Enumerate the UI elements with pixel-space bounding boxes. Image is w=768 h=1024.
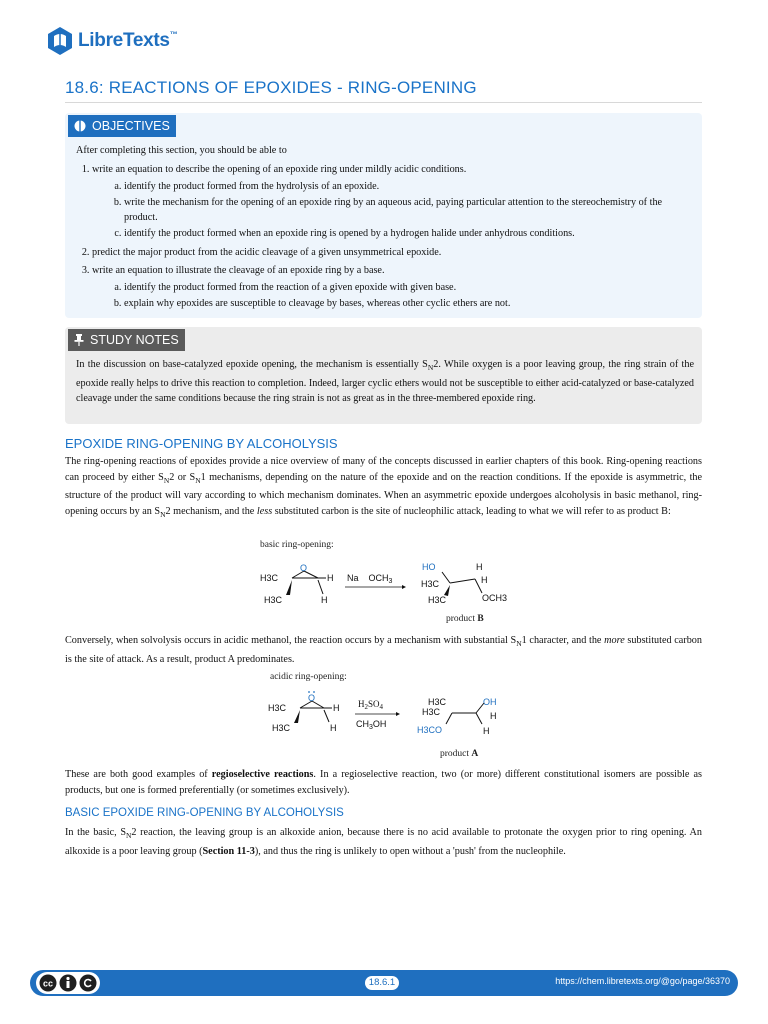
reagent-label: Na $OCH_3$ (347, 573, 393, 585)
bond-line (318, 580, 323, 594)
paragraph-intro: The ring-opening reactions of epoxides provide a nice overview of many of the concepts discussed in earlier chapters of this book. Ring-opening reactions can proceed by either $S_N2$ or $S_N1$ mechanisms, depending on the nature of the epoxide and on the reaction conditions. If the epoxide is asymmetric, the structure of the product will vary according to which mechanism dominates. When an asymmetric epoxide undergoes alcoholysis in basic methanol, ring-opening occurs by an $S_N2$ mechanism, and the less substituted carbon is the site of nucleophilic attack, leading to what we will refer to as product B: (65, 456, 703, 519)
study-notes-tab (68, 329, 185, 351)
section-heading-basic: BASIC EPOXIDE RING-OPENING BY ALCOHOLYSIS (65, 807, 344, 819)
objective-item: 2. predict the major product from the acidic cleavage of a given unsymmetrical epoxide. (92, 245, 694, 261)
chem-label: O (300, 563, 308, 573)
chem-label: H3C (260, 573, 279, 583)
bond-line (324, 710, 329, 722)
objectives-intro: After completing this section, you should be able to (76, 145, 287, 156)
chem-label: H3C (422, 707, 441, 717)
chem-label: H (481, 575, 488, 585)
objective-sublist (92, 280, 694, 311)
wedge-bond (444, 585, 450, 596)
chem-label: H (483, 726, 490, 736)
arrow-head (396, 712, 400, 716)
product-a-label: product A (440, 749, 479, 759)
section-heading-alcoholysis: EPOXIDE RING-OPENING BY ALCOHOLYSIS (65, 436, 338, 451)
objectives-box (65, 113, 702, 318)
paragraph-regioselective: These are both good examples of regioselective reactions. In a regioselective reaction, two (or more) different constitutional isomers are possible as products, but one is formed preferentially (or sometimes exclusively). (65, 769, 702, 796)
objective-subitem: b. explain why epoxides are susceptible to cleavage by bases, whereas other cyclic ethers are not. (124, 296, 694, 312)
libretexts-logo-text: LibreTexts™ (78, 30, 178, 51)
chem-label: H3C (272, 723, 291, 733)
chem-label: H3CO (417, 725, 443, 735)
chem-label: H (333, 703, 340, 713)
objective-subitem: c. identify the product formed when an epoxide ring is opened by a hydrogen halide under anhydrous conditions. (124, 226, 694, 242)
chem-label: H (476, 562, 483, 572)
study-notes-tab-label: STUDY NOTES (90, 333, 179, 347)
page-footer (30, 970, 738, 996)
objective-item: 1. write an equation to describe the opening of an epoxide ring under mildly acidic conditions. a. identify the product formed from the hydrolysis of an epoxide. b. write the mechanism for the opening of an epoxide ring by an aqueous acid, paying particular attention to the stereochemistry of the product. c. identify the product formed when an epoxide ring is opened by a hydrogen halide under anhydrous conditions. (92, 162, 694, 242)
basic-ring-opening-scheme (250, 535, 530, 627)
product-b-label: product B (446, 614, 484, 624)
wedge-bond (294, 710, 300, 723)
bond-line (442, 572, 450, 583)
chem-label: H3C (264, 595, 283, 605)
objectives-tab (68, 115, 176, 137)
page-title: 18.6: REACTIONS OF EPOXIDES - RING-OPENING (65, 78, 702, 103)
arrow-head (402, 585, 406, 589)
libretexts-logo[interactable] (46, 26, 177, 56)
paragraph-basic: In the basic, $S_N2$ reaction, the leaving group is an alkoxide anion, because there is no acid available to protonate the oxygen prior to ring opening. An alkoxide is a poor leaving group (Section 11-3), and thus the ring is unlikely to open without a 'push' from the nucleophile. (65, 827, 702, 857)
page-url-link[interactable]: https://chem.libretexts.org/@go/page/36370 (555, 976, 730, 986)
study-notes-text: In the discussion on base-catalyzed epoxide opening, the mechanism is essentially $S_N2$. While oxygen is a poor leaving group, the ring strain of the epoxide really helps to drive this reaction to completion. Indeed, larger cyclic ethers would not be susceptible to either acid-catalyzed or base-catalyzed cleavage under the same conditions because the ring strain is not as great as in the three-membered epoxide ring. (76, 359, 694, 405)
bond-line (446, 713, 452, 724)
chem-label: H3C (268, 703, 287, 713)
creative-commons-license-icon[interactable] (36, 972, 100, 994)
chem-label: H (490, 711, 497, 721)
libretexts-logo-icon (46, 26, 74, 56)
objective-sublist (92, 179, 694, 241)
objectives-body (76, 143, 694, 315)
chem-label: H (330, 723, 337, 733)
chem-label: H3C (421, 579, 440, 589)
lone-pair-dot (308, 691, 310, 693)
page-number: 18.6.1 (365, 976, 399, 990)
reagent-top: $H_2SO_4$ (358, 699, 384, 711)
chem-label: OCH3 (482, 593, 508, 603)
study-notes-box (65, 327, 702, 424)
scheme-caption: acidic ring-opening: (270, 672, 347, 682)
wedge-bond (286, 580, 292, 595)
objective-item: 3. write an equation to illustrate the cleavage of an epoxide ring by a base. a. identify the product formed from the reaction of a given epoxide with given base. b. explain why epoxides are susceptible to cleavage by bases, whereas other cyclic ethers are not. (92, 263, 694, 312)
bond-line (450, 579, 475, 583)
bond-line (476, 703, 484, 713)
objective-subitem: a. identify the product formed from the hydrolysis of an epoxide. (124, 179, 694, 195)
acidic-ring-opening-scheme (260, 667, 530, 762)
chem-label: H3C (428, 595, 447, 605)
chem-label: H (321, 595, 328, 605)
chem-label: O (308, 693, 316, 703)
objectives-icon (74, 120, 86, 132)
svg-text:cc: cc (42, 978, 54, 989)
objectives-list (76, 162, 694, 312)
reagent-bottom: $CH_3OH$ (356, 719, 387, 731)
bond-line (476, 713, 482, 724)
chem-label: OH (483, 697, 497, 707)
scheme-caption: basic ring-opening: (260, 540, 334, 550)
paragraph-acidic: Conversely, when solvolysis occurs in acidic methanol, the reaction occurs by a mechanism with substantial $S_N1$ character, and the more substituted carbon is the site of attack. As a result, product A predominates. (65, 635, 702, 665)
chem-label: HO (422, 562, 436, 572)
chem-label: H (327, 573, 334, 583)
objectives-tab-label: OBJECTIVES (92, 119, 170, 133)
objective-subitem: b. write the mechanism for the opening of an epoxide ring by an aqueous acid, paying particular attention to the stereochemistry of the product. (124, 195, 694, 226)
chem-label: H3C (428, 697, 447, 707)
pin-icon (74, 334, 84, 346)
objective-subitem: a. identify the product formed from the reaction of a given epoxide with given base. (124, 280, 694, 296)
lone-pair-dot (313, 691, 315, 693)
